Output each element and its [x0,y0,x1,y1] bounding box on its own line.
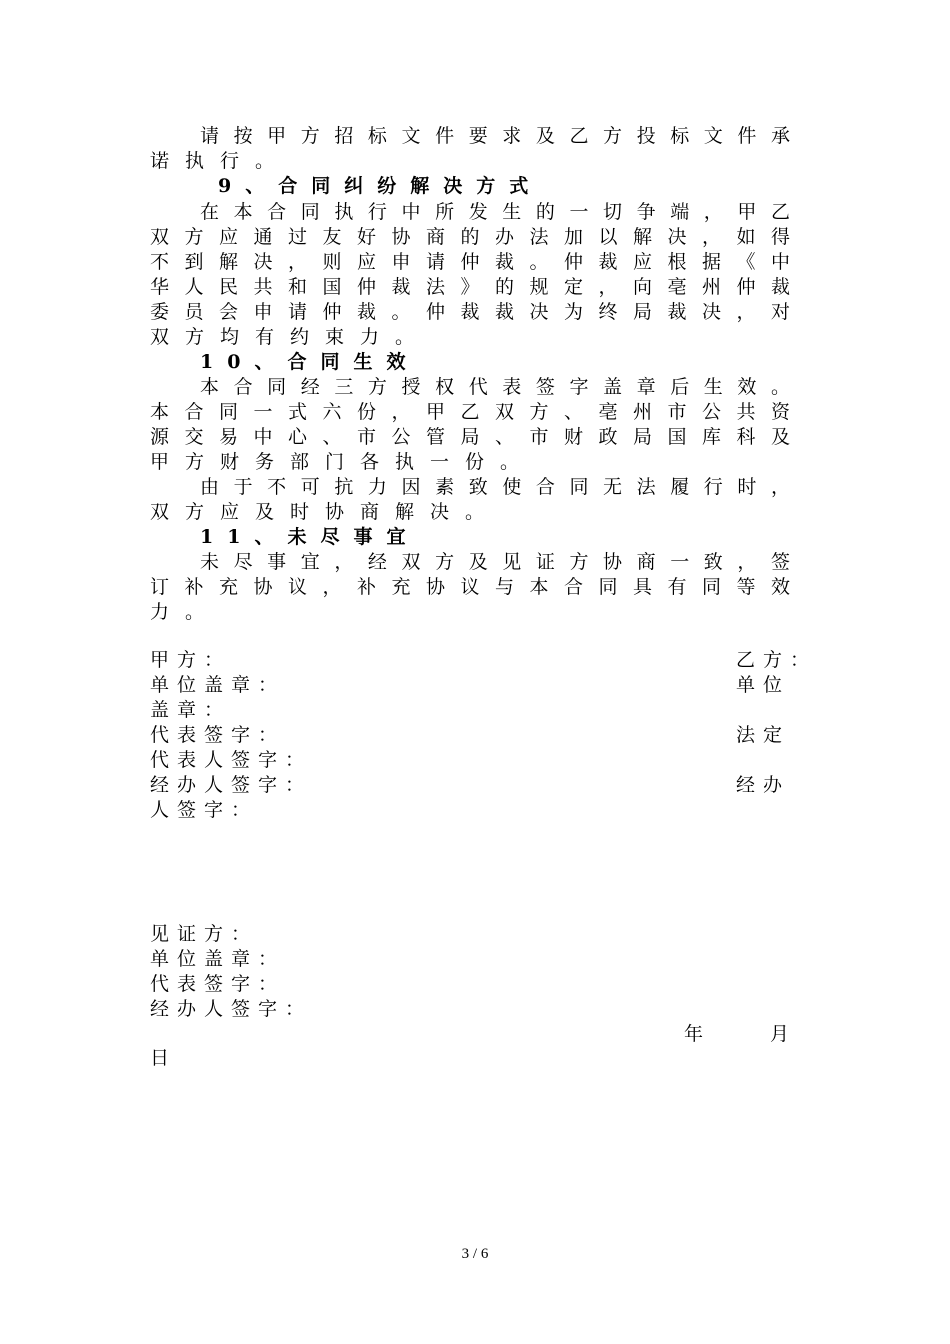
party-b-legal-rep: 法定 [736,724,791,746]
text-line: 本合同经三方授权代表签字盖章后生效。 [200,376,790,398]
text-line: 本合同一式六份，甲乙双方、亳州市公共资 [150,401,790,423]
text-line: 甲方财务部门各执一份。 [150,451,536,473]
date-day: 日 [150,1047,178,1069]
witness-handler: 经办人签字： [150,998,313,1020]
party-b-handler-wrap: 人签字： [150,799,259,821]
text-line: 由于不可抗力因素致使合同无法履行时， [200,476,790,498]
witness-representative: 代表签字： [150,973,286,995]
section-heading-11: 11、未尽事宜 [200,526,420,548]
witness-label: 见证方： [150,923,259,945]
text-line: 源交易中心、市公管局、市财政局国库科及 [150,426,790,448]
date-year: 年 [684,1023,712,1045]
text-line: 未尽事宜，经双方及见证方协商一致，签 [200,551,790,573]
text-line: 双方均有约束力。 [150,326,431,348]
text-line: 在本合同执行中所发生的一切争端，甲乙 [200,201,790,223]
date-month: 月 [770,1023,798,1045]
text-line: 订补充协议，补充协议与本合同具有同等效 [150,576,790,598]
text-line: 力。 [150,601,221,623]
text-line: 双方应及时协商解决。 [150,501,501,523]
witness-seal: 单位盖章： [150,948,286,970]
page-number: 3 / 6 [461,1246,489,1262]
text-line: 不到解决，则应申请仲裁。仲裁应根据《中 [150,251,790,273]
text-line: 双方应通过友好协商的办法加以解决，如得 [150,226,790,248]
party-a-label: 甲方： [150,649,232,671]
party-b-seal: 单位 [736,674,791,696]
party-a-representative: 代表签字： [150,724,286,746]
section-heading-10: 10、合同生效 [200,351,420,373]
text-line: 委员会申请仲裁。仲裁裁决为终局裁决，对 [150,301,790,323]
text-line: 诺执行。 [150,150,291,172]
party-b-handler: 经办 [736,774,791,796]
party-b-label: 乙方： [736,649,818,671]
party-a-seal: 单位盖章： [150,674,286,696]
party-b-legal-rep-wrap: 代表人签字： [150,749,313,771]
text-line: 华人民共和国仲裁法》的规定，向亳州仲裁 [150,276,790,298]
party-b-seal-wrap: 盖章： [150,699,232,721]
section-heading-9: 9、合同纠纷解决方式 [218,175,543,197]
text-line: 请按甲方招标文件要求及乙方投标文件承 [200,125,790,147]
party-a-handler: 经办人签字： [150,774,313,796]
